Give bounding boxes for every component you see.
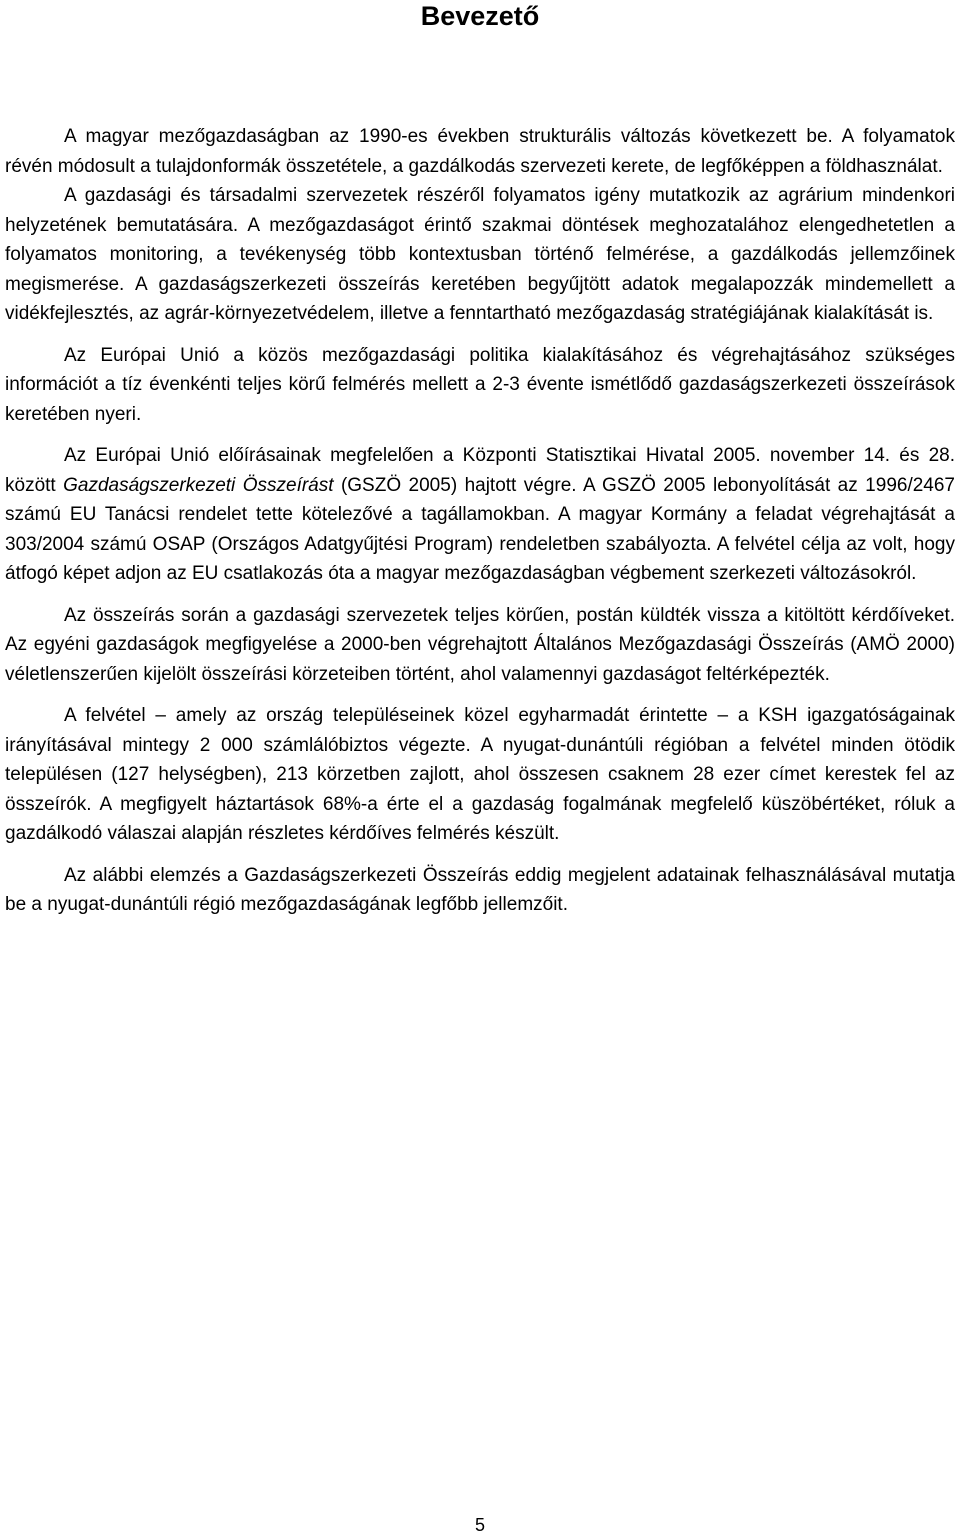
- page-number: 5: [474, 1515, 485, 1535]
- document-body: [5, 122, 955, 932]
- paragraph-survey-method: Az összeírás során a gazdasági szervezetek teljes körűen, postán küldték vissza a kitöltött kérdőíveket. Az egyéni gazdaságok megfigyelése a 2000-ben végrehajtott Általános Mezőgazdasági Összeírás (AMÖ 2000) véletlenszerűen kijelölt összeírási körzeteiben történt, ahol valamennyi gazdaságot feltérképezték.: [5, 604, 955, 685]
- paragraph-monitoring: A gazdasági és társadalmi szervezetek részéről folyamatos igény mutatkozik az agrárium mindenkori helyzetének bemutatására. A mezőgazdaságot érintő szakmai döntések meghozatalához elengedhetetlen a folyamatos monitoring, a tevékenység több kontextusban történő felmérése, a gazdálkodás jellemzőinek megismerése. A gazdaságszerkezeti összeírás keretében begyűjtött adatok megalapozzák mindemellett a vidékfejlesztés, az agrár-környezetvédelem, illetve a fenntartható mezőgazdaság stratégiájának kialakítását is.: [5, 185, 955, 324]
- paragraph-analysis-purpose: Az alábbi elemzés a Gazdaságszerkezeti Összeírás eddig megjelent adatainak felhasználásával mutatja be a nyugat-dunántúli régió mezőgazdaságának legfőbb jellemzőit.: [5, 864, 955, 915]
- paragraph-gszo-2005-lead: Az Európai Unió előírásainak megfelelően a Központi Statisztikai Hivatal 2005. november 14. és 28. között: [5, 445, 955, 496]
- survey-name-emphasis: Gazdaságszerkezeti Összeírást: [63, 474, 334, 496]
- paragraph-gszo-2005-rest: (GSZÖ 2005) hajtott végre. A GSZÖ 2005 lebonyolítását az 1996/2467 számú EU Tanácsi rendelet tette kötelezővé a tagállamokban. A magyar Kormány a feladat végrehajtását a 303/2004 számú OSAP (Országos Adatgyűjtési Program) rendeletben szabályozta. A felvétel célja az volt, hogy átfogó képet adjon az EU csatlakozás óta a magyar mezőgazdaságban végbement szerkezeti változásokról.: [5, 474, 955, 584]
- paragraph-intro: A magyar mezőgazdaságban az 1990-es években strukturális változás következett be. A folyamatok révén módosult a tulajdonformák összetétele, a gazdálkodás szervezeti kerete, de legfőképpen a földhasználat.: [5, 126, 955, 177]
- paragraph-survey-scope: A felvétel – amely az ország településeinek közel egyharmadát érintette – a KSH igazgatóságainak irányításával mintegy 2 000 számlálóbiztos végezte. A nyugat-dunántúli régióban a felvétel minden ötödik településen (127 helységben), 213 körzetben zajlott, ahol összesen csaknem 28 ezer címet kerestek fel az összeírók. A megfigyelt háztartások 68%-a érte el a gazdaság fogalmának megfelelő küszöbértéket, róluk a gazdálkodó válaszai alapján részletes kérdőíves felmérés készült.: [5, 705, 955, 844]
- paragraph-eu-policy: Az Európai Unió a közös mezőgazdasági politika kialakításához és végrehajtásához szükséges információt a tíz évenkénti teljes körű felmérés mellett a 2-3 évente ismétlődő gazdaságszerkezeti összeírások keretében nyeri.: [5, 344, 955, 425]
- page-title: Bevezető: [420, 1, 540, 31]
- paragraph-gszo-2005: [5, 441, 955, 589]
